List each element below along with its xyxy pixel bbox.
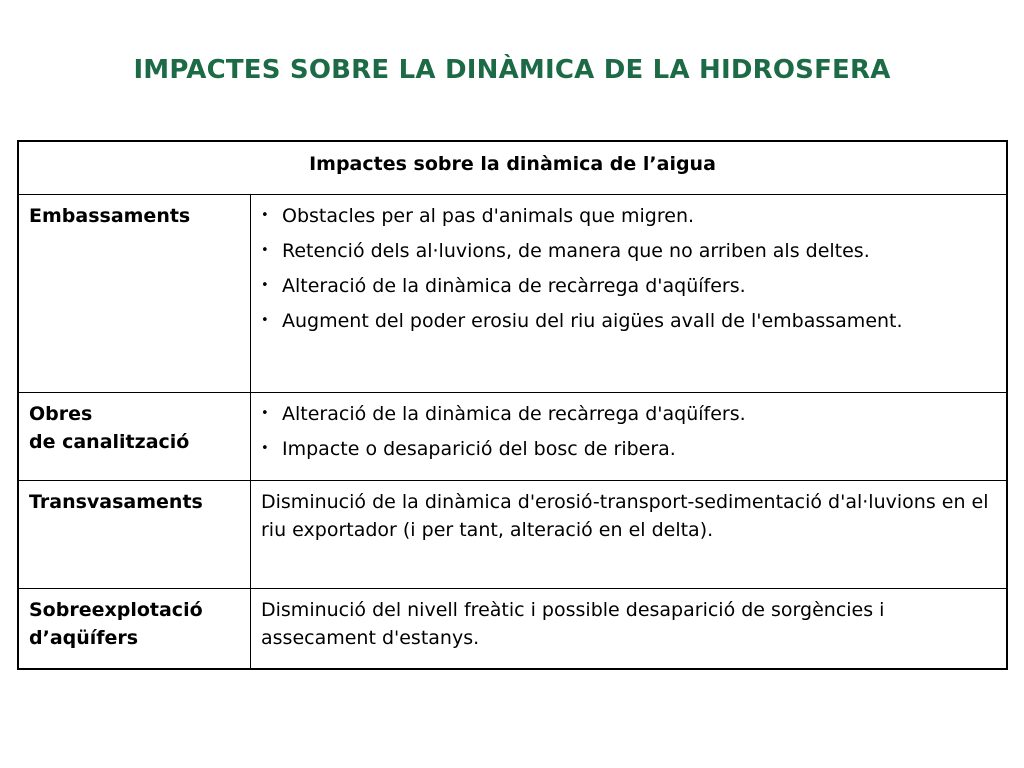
list-item <box>261 202 996 230</box>
row-label-text: de canalització <box>29 431 190 453</box>
row-label-text: Transvasaments <box>29 491 203 513</box>
bullet-icon: • <box>261 313 269 328</box>
table-row <box>18 195 1007 393</box>
bullet-icon: • <box>261 406 269 421</box>
impacts-table <box>17 140 1008 670</box>
row-label-embassaments <box>18 195 251 393</box>
row-label-obres <box>18 393 251 481</box>
list-item <box>261 400 996 428</box>
list-item-text: Augment del poder erosiu del riu aigües avall de l'embassament. <box>282 310 903 332</box>
row-label-transvasaments <box>18 481 251 589</box>
table-row <box>18 589 1007 669</box>
list-item-text: Retenció dels al·luvions, de manera que no arriben als deltes. <box>282 240 870 262</box>
row-label-text: Embassaments <box>29 205 191 227</box>
list-item-text: Impacte o desaparició del bosc de ribera. <box>282 438 676 460</box>
bullet-icon: • <box>261 208 269 223</box>
row-content: Disminució de la dinàmica d'erosió-transport-sedimentació d'al·luvions en el riu exportador (i per tant, alteració en el delta). <box>251 481 1008 589</box>
bullet-list <box>261 202 996 335</box>
list-item <box>261 272 996 300</box>
page-title: IMPACTES SOBRE LA DINÀMICA DE LA HIDROSFERA <box>133 55 891 85</box>
row-label-text: Sobreexplotació <box>29 599 203 621</box>
bullet-icon: • <box>261 441 269 456</box>
row-label-text: d’aqüífers <box>29 627 139 649</box>
row-label-text: Obres <box>29 403 93 425</box>
bullet-icon: • <box>261 278 269 293</box>
row-content: Disminució del nivell freàtic i possible desaparició de sorgències i assecament d'estanys. <box>251 589 1008 669</box>
bullet-list <box>261 400 996 463</box>
row-content <box>251 195 1008 393</box>
list-item-text: Alteració de la dinàmica de recàrrega d'aqüífers. <box>282 275 746 297</box>
row-content <box>251 393 1008 481</box>
list-item-text: Alteració de la dinàmica de recàrrega d'aqüífers. <box>282 403 746 425</box>
row-label-sobreexplotacio <box>18 589 251 669</box>
table-header: Impactes sobre la dinàmica de l’aigua <box>18 141 1007 195</box>
table-header-row <box>18 141 1007 195</box>
list-item-text: Obstacles per al pas d'animals que migren. <box>282 205 695 227</box>
list-item <box>261 237 996 265</box>
table-row <box>18 481 1007 589</box>
bullet-icon: • <box>261 243 269 258</box>
list-item <box>261 307 996 335</box>
table-row <box>18 393 1007 481</box>
list-item <box>261 435 996 463</box>
